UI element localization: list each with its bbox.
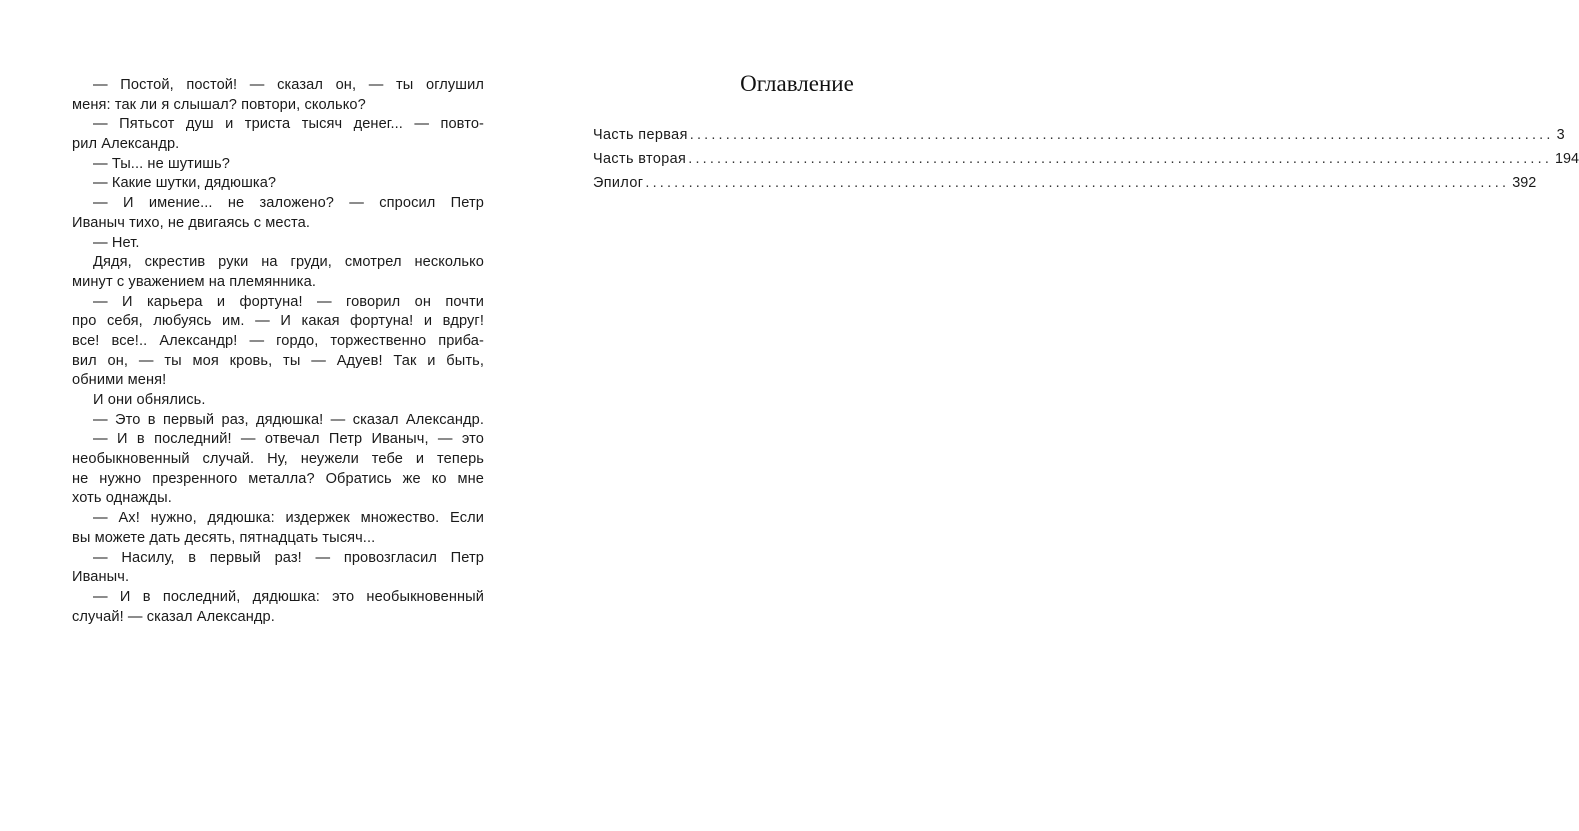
text-line: вил он, — ты моя кровь, ты — Адуев! Так и быть, [72, 352, 484, 369]
toc-entry-page: 3 [1556, 127, 1565, 143]
toc-leader-dots: ........................................................................................................................ [645, 175, 1510, 191]
text-line: Дядя, скрестив руки на груди, смотрел несколько [93, 254, 484, 271]
toc-leader-dots: ........................................................................................................................ [689, 127, 1554, 143]
text-line: — Постой, постой! — сказал он, — ты оглушил [93, 77, 484, 93]
text-line: про себя, любуясь им. — И какая фортуна! и вдруг! [72, 313, 484, 330]
text-line: — Ты... не шутишь? [93, 155, 230, 172]
text-line: — Пятьсот душ и триста тысяч денег... — повто- [93, 116, 484, 133]
toc-leader-dots: ........................................................................................................................ [688, 151, 1553, 167]
text-line: Иваныч. [72, 569, 130, 586]
toc-entry-label: Часть вторая [593, 151, 687, 167]
text-line: — Какие шутки, дядюшка? [93, 175, 277, 192]
text-line: И они обнялись. [93, 392, 206, 408]
toc-list [593, 123, 1579, 195]
text-line: — Это в первый раз, дядюшка! — сказал Александр. [93, 411, 484, 428]
text-line: — Нет. [93, 234, 140, 251]
text-line: — Насилу, в первый раз! — провозгласил Петр [93, 549, 484, 566]
text-line: — Ах! нужно, дядюшка: издержек множество. Если [93, 510, 484, 527]
text-line: необыкновенный случай. Ну, неужели тебе и теперь [72, 451, 484, 468]
toc-entry [593, 123, 1565, 147]
toc-entry-label: Часть первая [593, 127, 688, 143]
toc-title: Оглавление [740, 71, 854, 96]
toc-entry [593, 171, 1537, 195]
text-line: случай! — сказал Александр. [72, 608, 275, 625]
left-page-lines [72, 76, 484, 627]
toc-entry-page: 392 [1512, 175, 1537, 191]
text-line: минут с уважением на племянника. [72, 273, 316, 290]
text-line: рил Александр. [72, 136, 180, 153]
left-page-text [72, 76, 484, 627]
text-line: обними меня! [72, 372, 167, 389]
text-line: не нужно презренного металла? Обратись же ко мне [72, 470, 484, 487]
text-line: вы можете дать десять, пятнадцать тысяч... [72, 529, 376, 546]
toc-entry-page: 194 [1555, 151, 1579, 167]
toc-entry [593, 147, 1579, 171]
text-line: хоть однажды. [72, 490, 172, 507]
toc-entry-label: Эпилог [593, 175, 644, 191]
text-line: — И имение... не заложено? — спросил Петр [93, 195, 484, 212]
text-line: все! все!.. Александр! — гордо, торжественно приба- [72, 332, 484, 349]
text-line: — И в последний! — отвечал Петр Иваныч, — это [93, 431, 484, 448]
text-line: — И в последний, дядюшка: это необыкновенный [93, 588, 484, 605]
text-line: Иваныч тихо, не двигаясь с места. [72, 214, 311, 231]
text-line: меня: так ли я слышал? повтори, сколько? [72, 96, 366, 113]
right-page-contents [593, 66, 1579, 195]
text-line: — И карьера и фортуна! — говорил он почти [93, 293, 484, 310]
